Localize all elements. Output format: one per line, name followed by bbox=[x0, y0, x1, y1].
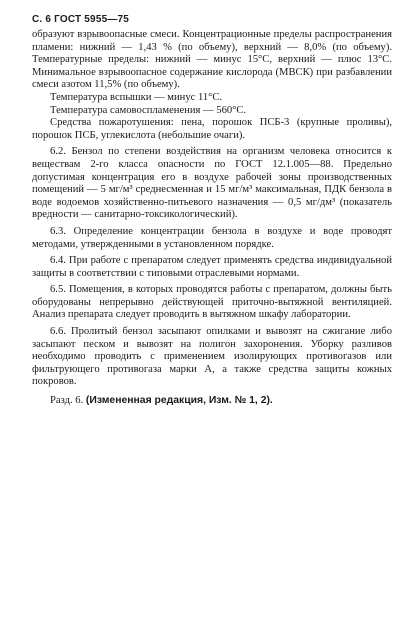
edition-prefix: Разд. 6. bbox=[50, 395, 84, 407]
paragraph-flash-point: Температура вспышки — минус 11°C. bbox=[50, 91, 223, 103]
paragraph-autoignition: Температура самовоспламенения — 560°C. bbox=[50, 104, 247, 116]
edition-note bbox=[32, 395, 392, 408]
edition-amendment: (Измененная редакция, Изм. № 1, 2). bbox=[85, 395, 273, 407]
paragraph-6-5: 6.5. Помещения, в которых проводятся работы с препаратом, должны быть оборудованы непрерывно действующей приточно-вытяжной вентиляцией. Анализ препарата следует проводить в вытяжном шкафу лаборатории. bbox=[32, 284, 392, 321]
paragraph-extinguishing-means: Средства пожаротушения: пена, порошок ПСБ-3 (крупные проливы), порошок ПСБ, углекислота (небольшие очаги). bbox=[32, 117, 392, 141]
paragraph-6-6: 6.6. Пролитый бензол засыпают опилками и вывозят на сжигание либо засыпают песком и вывозят на полигон захоронения. Уборку разливов необходимо проводить с применением изолирующих противогазов или фильтрующего противогаза марки А, а также средства защиты кожных покровов. bbox=[32, 326, 392, 388]
page-header: С. 6 ГОСТ 5955—75 bbox=[32, 14, 130, 25]
paragraph-flammability-limits: образуют взрывоопасные смеси. Концентрационные пределы распространения пламени: нижний — 1,43 % (по объему), верхний — 8,0% (по объему). Температурные пределы: нижний — минус 15°C, верхний — плюс 13°C. Минимальное взрывоопасное содержание кислорода (МВСК) при разбавлении смеси азотом 11,5% (по объему). bbox=[32, 29, 392, 91]
paragraph-6-4: 6.4. При работе с препаратом следует применять средства индивидуальной защиты в соответствии с типовыми отраслевыми нормами. bbox=[32, 255, 392, 279]
paragraph-6-3: 6.3. Определение концентрации бензола в воздухе и воде проводят методами, утвержденными в установленном порядке. bbox=[32, 225, 392, 250]
document-page bbox=[32, 14, 392, 408]
paragraph-6-2: 6.2. Бензол по степени воздействия на организм человека относится к веществам 2-го класса опасности по ГОСТ 12.1.005—88. Предельно допустимая концентрация его в воздухе рабочей зоны производственных помещений — 5 мг/м³ среднесменная и 15 мг/м³ максимальная, ПДК бензола в воде водоемов хозяйственно-питьевого назначения — 0,5 мг/дм³ (показатель вредности — санитарно-токсикологический). bbox=[32, 146, 392, 221]
